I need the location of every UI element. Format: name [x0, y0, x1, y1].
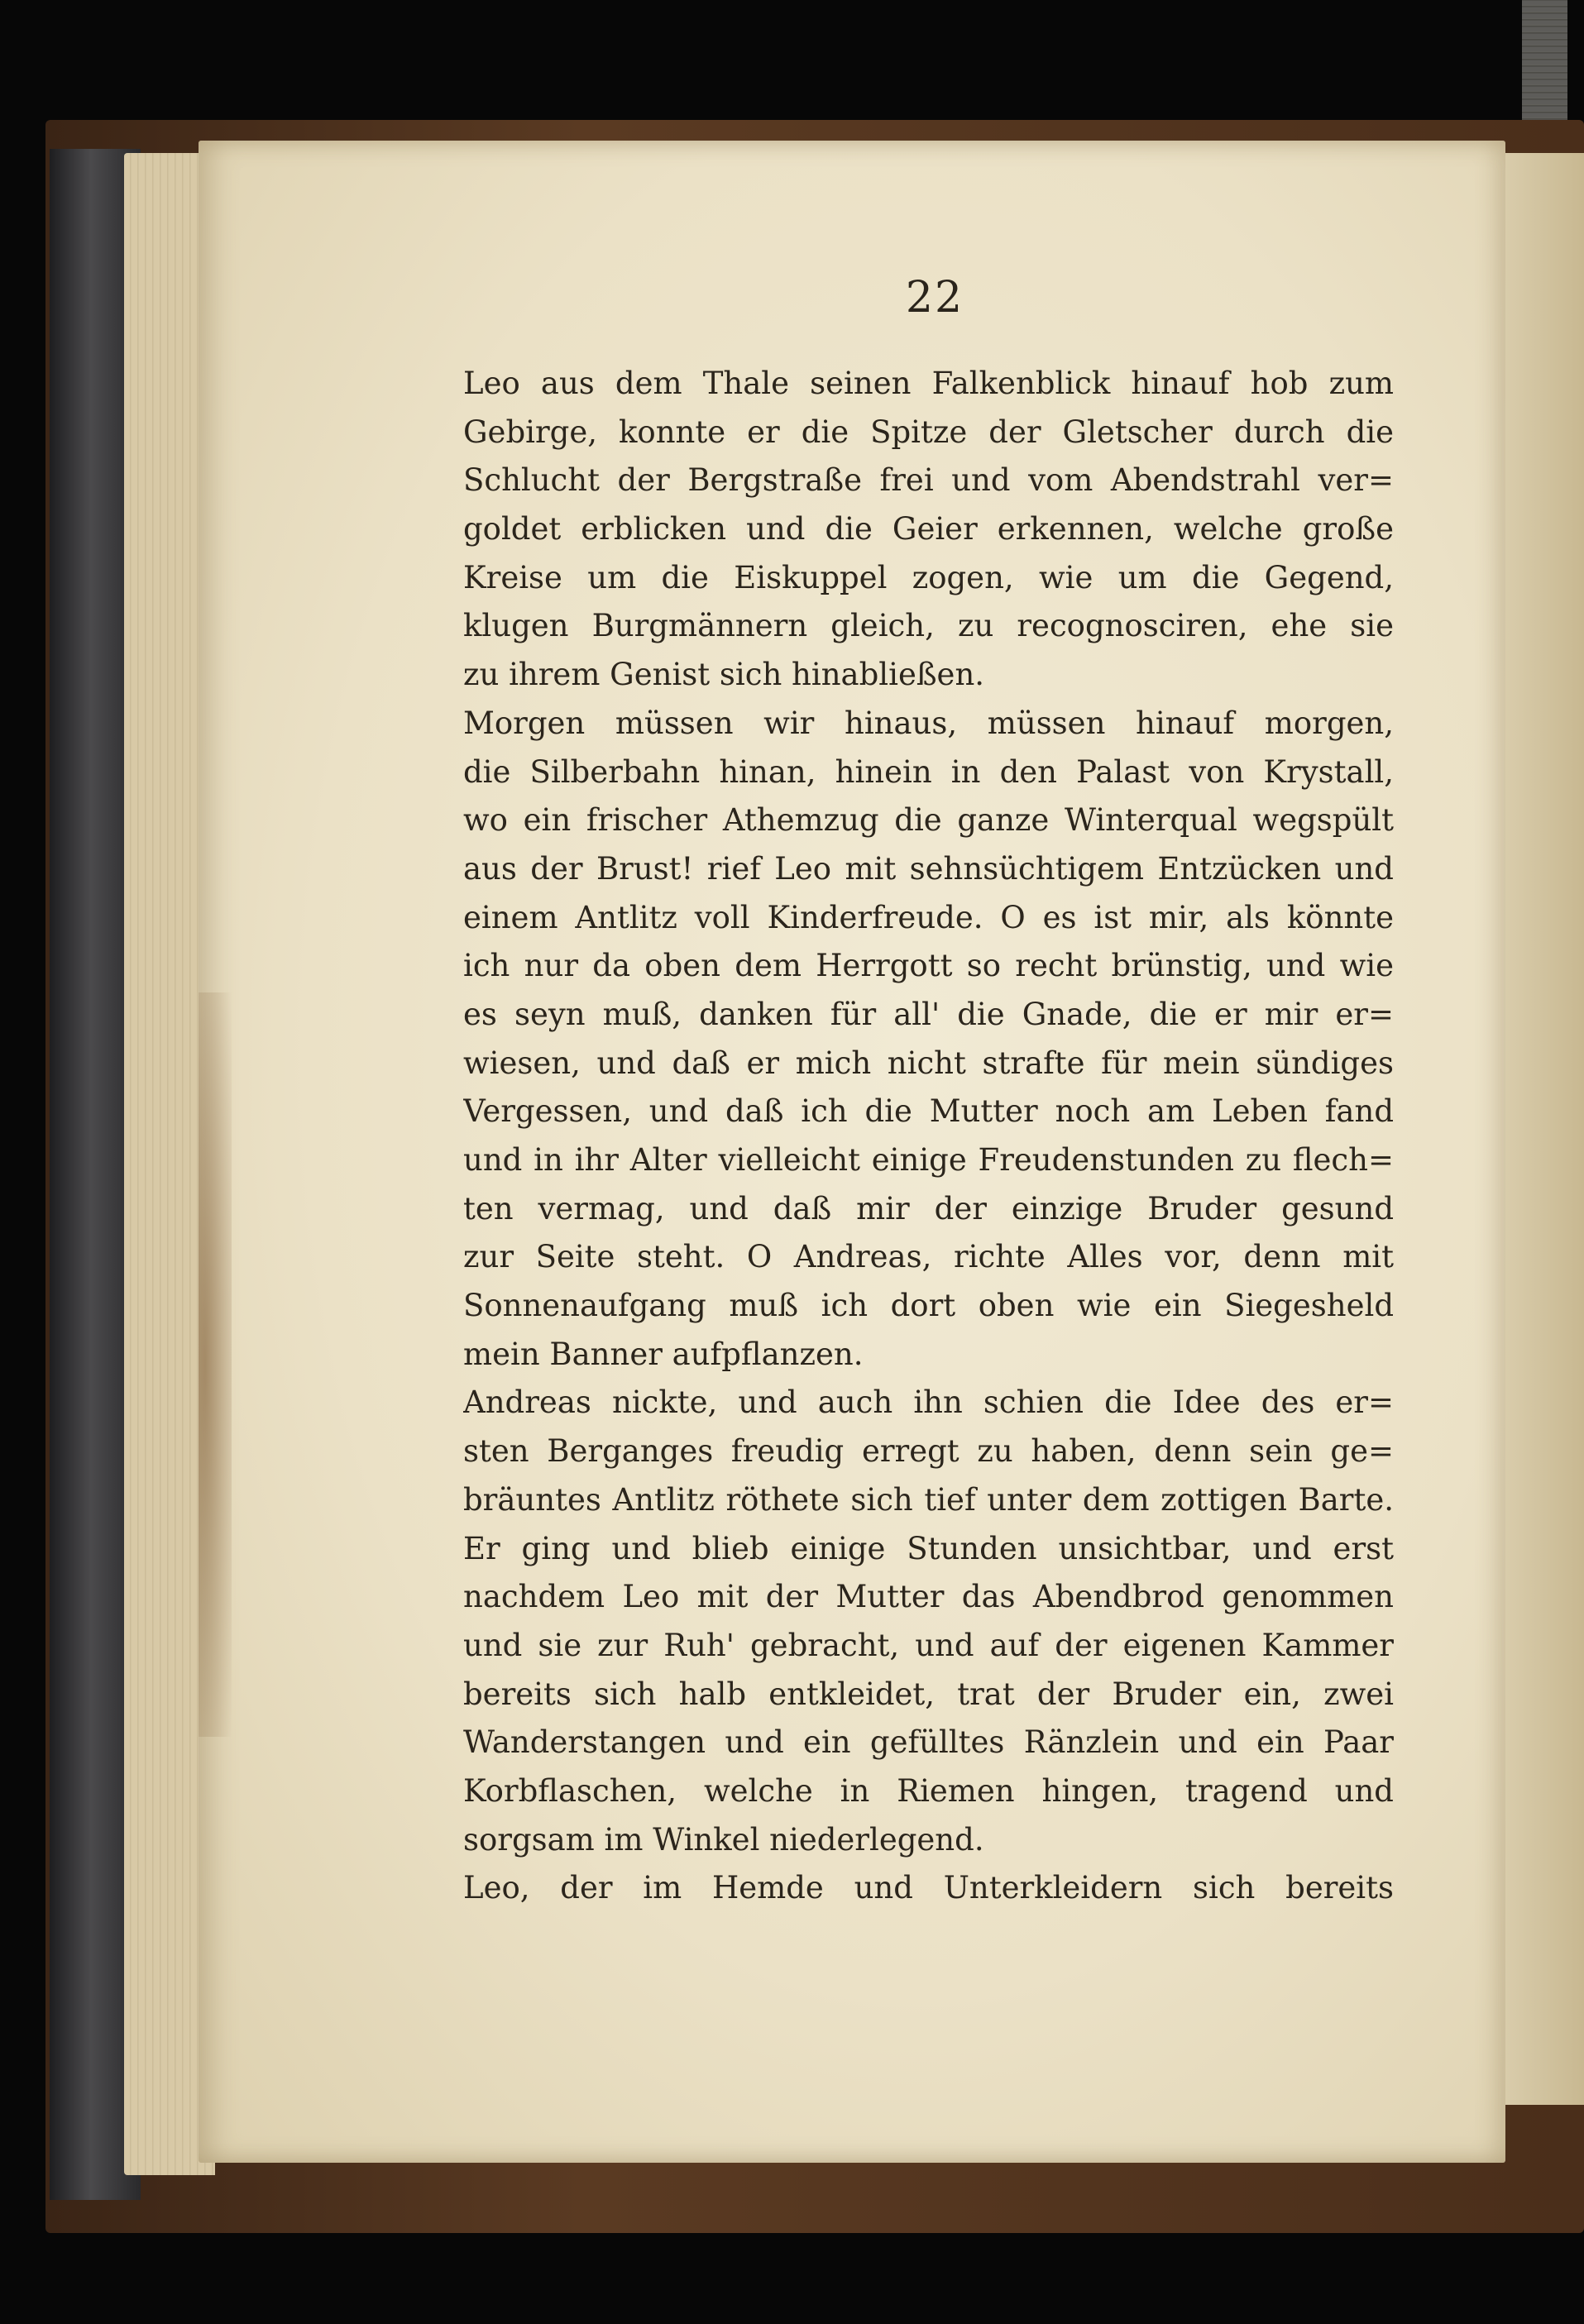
text-line: Gebirge, konnte er die Spitze der Gletscher durch die [463, 414, 1394, 450]
text-line: Kreise um die Eiskuppel zogen, wie um die Gegend, [463, 559, 1394, 595]
text-line: zu ihrem Genist sich hinabließen. [463, 657, 985, 693]
text-line: es seyn muß, danken für all' die Gnade, die er mir er= [463, 996, 1394, 1032]
text-line: bräuntes Antlitz röthete sich tief unter dem zottigen Barte. [463, 1481, 1394, 1518]
text-line: zur Seite steht. O Andreas, richte Alles vor, denn mit [463, 1239, 1394, 1275]
text-line: Sonnenaufgang muß ich dort oben wie ein Siegesheld [463, 1288, 1394, 1324]
text-line: Schlucht der Bergstraße frei und vom Abendstrahl ver= [463, 462, 1394, 499]
text-line: Vergessen, und daß ich die Mutter noch am Leben fand [463, 1093, 1394, 1130]
page-text [463, 360, 1394, 1913]
text-line: Wanderstangen und ein gefülltes Ränzlein und ein Paar [463, 1724, 1394, 1761]
text-line: sorgsam im Winkel niederlegend. [463, 1821, 984, 1858]
text-line: Er ging und blieb einige Stunden unsichtbar, und erst [463, 1530, 1394, 1566]
text-line: Andreas nickte, und auch ihn schien die Idee des er= [463, 1384, 1394, 1421]
text-line: Morgen müssen wir hinaus, müssen hinauf morgen, [463, 705, 1394, 741]
text-line: wo ein frischer Athemzug die ganze Winterqual wegspült [463, 802, 1394, 839]
text-line: und sie zur Ruh' gebracht, und auf der eigenen Kammer [463, 1627, 1394, 1663]
text-line: und in ihr Alter vielleicht einige Freudenstunden zu flech= [463, 1142, 1394, 1178]
text-line: Leo aus dem Thale seinen Falkenblick hinauf hob zum [463, 366, 1394, 401]
text-line: ich nur da oben dem Herrgott so recht brünstig, und wie [463, 948, 1394, 984]
text-line: klugen Burgmännern gleich, zu recognosciren, ehe sie [463, 608, 1394, 644]
text-line: einem Antlitz voll Kinderfreude. O es ist mir, als könnte [463, 899, 1394, 935]
text-line: Leo, der im Hemde und Unterkleidern sich bereits [463, 1870, 1394, 1906]
text-line: mein Banner aufpflanzen. [463, 1336, 864, 1372]
text-line: sten Berganges freudig erregt zu haben, denn sein ge= [463, 1433, 1394, 1470]
text-line: nachdem Leo mit der Mutter das Abendbrod genommen [463, 1579, 1394, 1615]
text-line: Korbflaschen, welche in Riemen hingen, tragend und [463, 1772, 1394, 1809]
text-line: aus der Brust! rief Leo mit sehnsüchtigem Entzücken und [463, 850, 1394, 887]
text-line: wiesen, und daß er mich nicht strafte für mein sündiges [463, 1045, 1394, 1081]
facing-page-edge [1505, 153, 1584, 2105]
text-line: ten vermag, und daß mir der einzige Bruder gesund [463, 1190, 1394, 1227]
page-number: 22 [905, 273, 964, 323]
text-line: goldet erblicken und die Geier erkennen, welche große [463, 511, 1394, 548]
text-line: bereits sich halb entkleidet, trat der Bruder ein, zwei [463, 1676, 1394, 1712]
text-line: die Silberbahn hinan, hinein in den Palast von Krystall, [463, 753, 1394, 790]
